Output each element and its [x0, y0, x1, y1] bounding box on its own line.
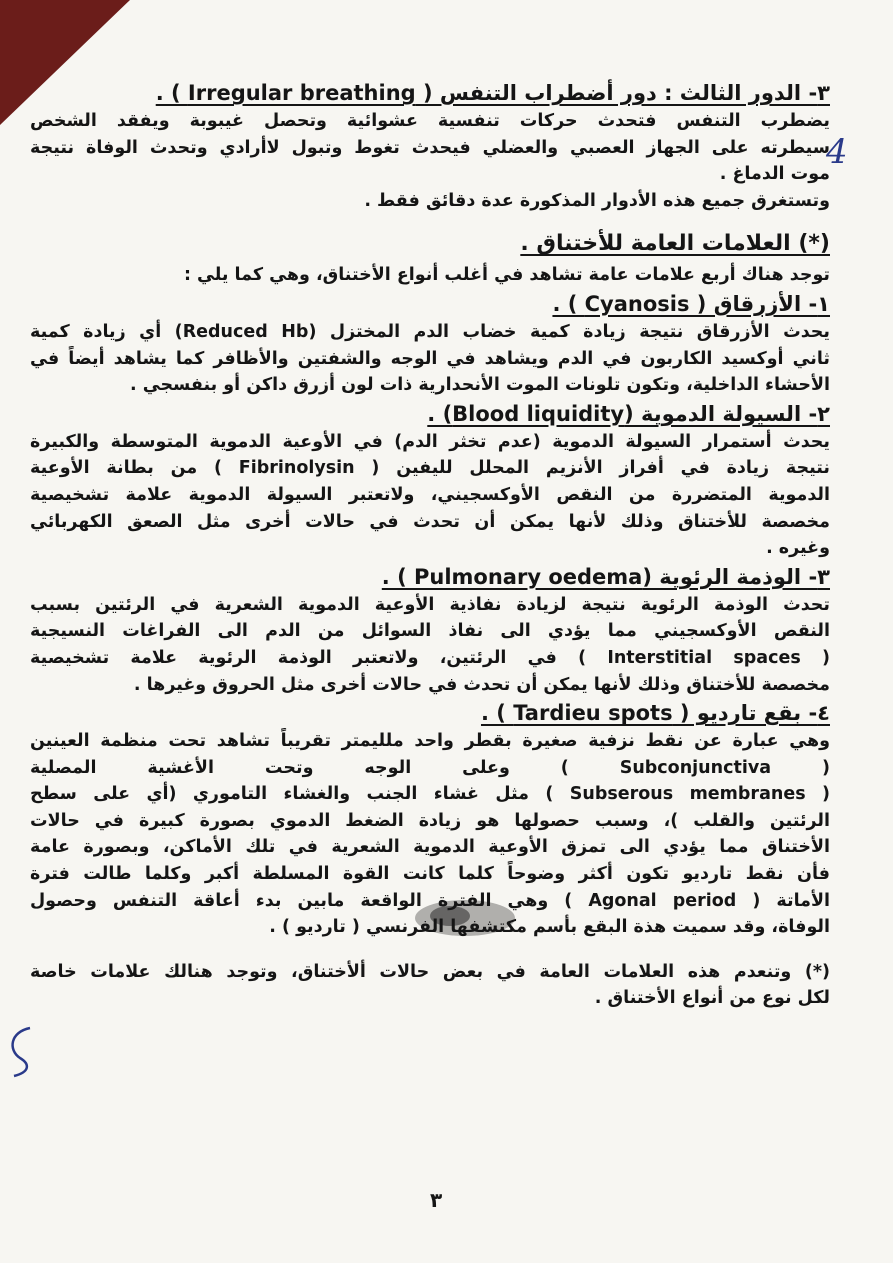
- paragraph-line: الأماتة ( Agonal period ) وهي الفترة الواقعة مابين بدء أعاقة التنفس وحصول: [30, 890, 830, 911]
- stage-three-section: [30, 78, 830, 214]
- paragraph-line: موت الدماغ .: [719, 164, 830, 185]
- paragraph-line: الأختناق مما يؤدي الى تمزق الأوعية الدموية الشعرية في تلك الأماكن، وبصورة عامة: [30, 837, 830, 858]
- paragraph-line: يحدث أستمرار السيولة الدموية (عدم تخثر الدم) في الأوعية الدموية المتوسطة والكبيرة: [30, 431, 830, 452]
- pulmonary-oedema-heading: ٣- الوذمة الرئوية (Pulmonary oedema ) .: [381, 564, 830, 589]
- paragraph-line: مخصصة للأختناق وذلك لأنها يمكن أن تحدث في حالات أخرى مثل الحروق وغيرها .: [133, 674, 830, 695]
- paragraph-line: وغيره .: [766, 538, 830, 559]
- paragraph-line: توجد هناك أربع علامات عامة تشاهد في أغلب أنواع الأختناق، وهي كما يلي :: [183, 265, 830, 286]
- tardieu-section: [30, 698, 830, 941]
- paragraph-line: سيطرته على الجهاز العصبي والعضلي فيحدث تغوط وتبول لاأرادي وتحدث الوفاة نتيجة: [30, 137, 830, 158]
- paragraph-line: ( Interstitial spaces ) في الرئتين، ولاتعتبر الوذمة الرئوية علامة تشخيصية: [30, 647, 830, 668]
- paragraph-line: نتيجة زيادة في أفراز الأنزيم المحلل لليفين ( Fibrinolysin ) من بطانة الأوعية: [30, 458, 830, 479]
- paragraph-line: الوفاة، وقد سميت هذة البقع بأسم مكتشفها الفرنسي ( تارديو ) .: [269, 917, 830, 938]
- paragraph-line: (*) وتنعدم هذه العلامات العامة في بعض حالات ألأختناق، وتوجد هنالك علامات خاصة: [30, 961, 830, 982]
- page-number: ٣: [430, 1188, 443, 1212]
- paragraph-line: فأن نقط تارديو تكون أكثر وضوحاً كلما كانت القوة المسلطة أكبر وكلما طالت فترة: [30, 864, 830, 885]
- general-signs-section: [30, 226, 830, 289]
- cyanosis-heading: ١- الأزرقاق ( Cyanosis ) .: [552, 291, 830, 316]
- paragraph-line: مخصصة للأختناق وذلك لأنها يمكن أن تحدث في حالات أخرى مثل الصعق الكهربائي: [30, 511, 830, 532]
- paragraph-line: لكل نوع من أنواع الأختناق .: [594, 988, 830, 1009]
- handwritten-margin-mark: [0, 1020, 48, 1080]
- pulmonary-oedema-section: [30, 562, 830, 698]
- paragraph-line: النقص الأوكسجيني مما يؤدي الى نفاذ السوائل من الدم الى الفراغات النسيجية: [30, 621, 830, 642]
- paragraph-line: ( Subserous membranes ) مثل غشاء الجنب والغشاء التاموري (أي على سطح: [30, 784, 830, 805]
- paragraph-line: الأحشاء الداخلية، وتكون تلونات الموت الأنحدارية ذات لون أزرق داكن أو بنفسجي .: [130, 375, 830, 396]
- handwritten-margin-number: 4: [826, 132, 848, 172]
- tardieu-heading: ٤- بقع تارديو ( Tardieu spots ) .: [480, 701, 830, 726]
- paragraph-line: تحدث الوذمة الرئوية نتيجة لزيادة نفاذية الأوعية الدموية الشعرية في الرئتين بسبب: [30, 594, 830, 615]
- closing-section: [30, 959, 830, 1012]
- paragraph-line: ( Subconjunctiva ) وعلى الوجه وتحت الأغشية المصلية: [30, 757, 830, 778]
- cyanosis-section: [30, 289, 830, 399]
- paragraph-line: ثاني أوكسيد الكاربون في الدم ويشاهد في الوجه والشفتين والأظافر كما يشاهد أيضاً في: [30, 348, 830, 369]
- section-title: (*) العلامات العامة للأختناق .: [520, 231, 830, 257]
- blood-liquidity-section: [30, 399, 830, 562]
- paragraph-line: يحدث الأزرقاق نتيجة زيادة كمية خضاب الدم المختزل (Reduced Hb) أي زيادة كمية: [30, 321, 830, 342]
- paragraph-line: الرئتين والقلب )، وسبب حصولها هو زيادة الضغط الدموي بصورة كبيرة في حالات: [30, 810, 830, 831]
- stage-three-heading: ٣- الدور الثالث : دور أضطراب التنفس ( Irregular breathing ) .: [155, 81, 830, 105]
- paragraph-line: الدموية المتضررة من النقص الأوكسجيني، ولاتعتبر السيولة الدموية علامة تشخيصية: [30, 484, 830, 505]
- paragraph-line: يضطرب التنفس فتحدث حركات تنفسية عشوائية وتحصل غيبوبة ويفقد الشخص: [30, 111, 830, 131]
- blood-liquidity-heading: ٢- السيولة الدموية (Blood liquidity) .: [427, 401, 830, 426]
- paragraph-line: وهي عبارة عن نقط نزفية صغيرة بقطر واحد ملليمتر تقريباً تشاهد تحت منظمة العينين: [30, 731, 830, 752]
- paragraph-line: وتستغرق جميع هذه الأدوار المذكورة عدة دقائق فقط .: [364, 190, 830, 211]
- document-body: [30, 78, 830, 1012]
